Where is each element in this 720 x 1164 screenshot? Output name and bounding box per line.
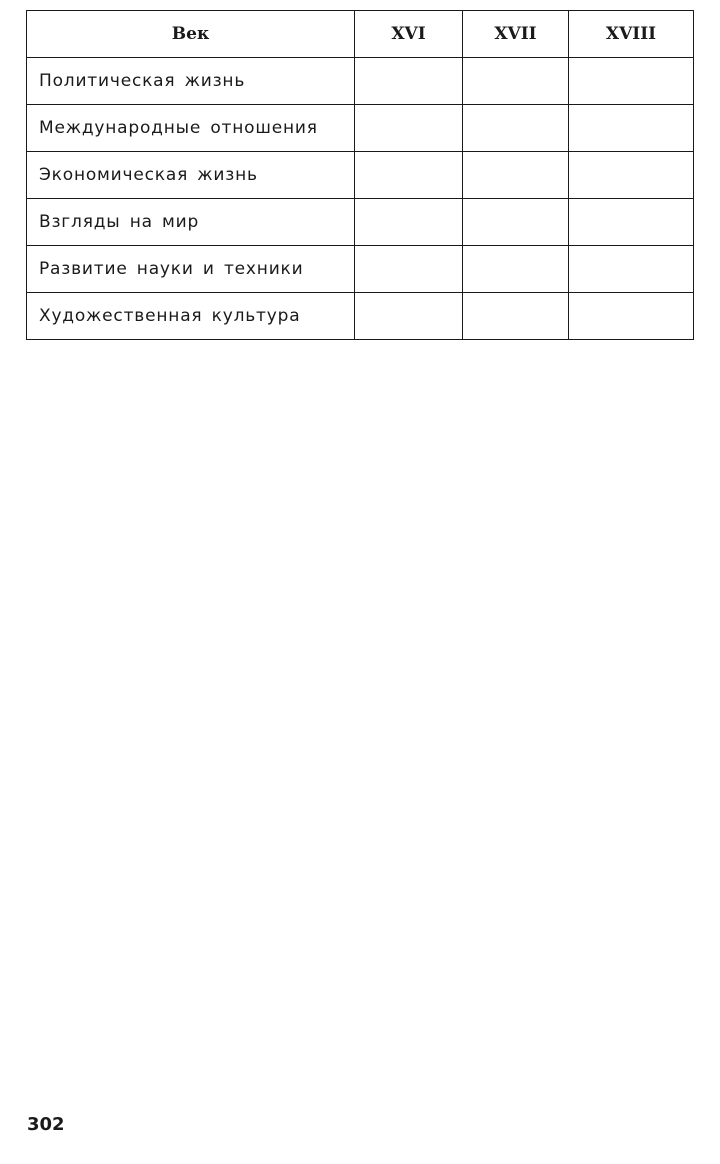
row-label: Политическая жизнь bbox=[27, 58, 355, 105]
empty-cell[interactable] bbox=[355, 105, 463, 152]
empty-cell[interactable] bbox=[463, 105, 569, 152]
page-number: 302 bbox=[27, 1114, 65, 1135]
century-comparison-table bbox=[26, 10, 694, 340]
empty-cell[interactable] bbox=[569, 293, 694, 340]
empty-cell[interactable] bbox=[463, 152, 569, 199]
empty-cell[interactable] bbox=[355, 293, 463, 340]
empty-cell[interactable] bbox=[569, 105, 694, 152]
empty-cell[interactable] bbox=[569, 199, 694, 246]
table-row bbox=[27, 199, 694, 246]
table-row bbox=[27, 246, 694, 293]
empty-cell[interactable] bbox=[569, 152, 694, 199]
empty-cell[interactable] bbox=[569, 58, 694, 105]
empty-cell[interactable] bbox=[355, 246, 463, 293]
empty-cell[interactable] bbox=[463, 199, 569, 246]
empty-cell[interactable] bbox=[569, 246, 694, 293]
table-header-row bbox=[27, 11, 694, 58]
header-century-xvii: XVII bbox=[463, 11, 569, 58]
table-row bbox=[27, 105, 694, 152]
empty-cell[interactable] bbox=[463, 58, 569, 105]
header-topic: Век bbox=[27, 11, 355, 58]
row-label: Международные отношения bbox=[27, 105, 355, 152]
table-row bbox=[27, 152, 694, 199]
empty-cell[interactable] bbox=[463, 246, 569, 293]
header-century-xvi: XVI bbox=[355, 11, 463, 58]
table-row bbox=[27, 58, 694, 105]
row-label: Развитие науки и техники bbox=[27, 246, 355, 293]
empty-cell[interactable] bbox=[355, 58, 463, 105]
row-label: Экономическая жизнь bbox=[27, 152, 355, 199]
row-label: Взгляды на мир bbox=[27, 199, 355, 246]
table-row bbox=[27, 293, 694, 340]
empty-cell[interactable] bbox=[463, 293, 569, 340]
header-century-xviii: XVIII bbox=[569, 11, 694, 58]
empty-cell[interactable] bbox=[355, 152, 463, 199]
row-label: Художественная культура bbox=[27, 293, 355, 340]
empty-cell[interactable] bbox=[355, 199, 463, 246]
